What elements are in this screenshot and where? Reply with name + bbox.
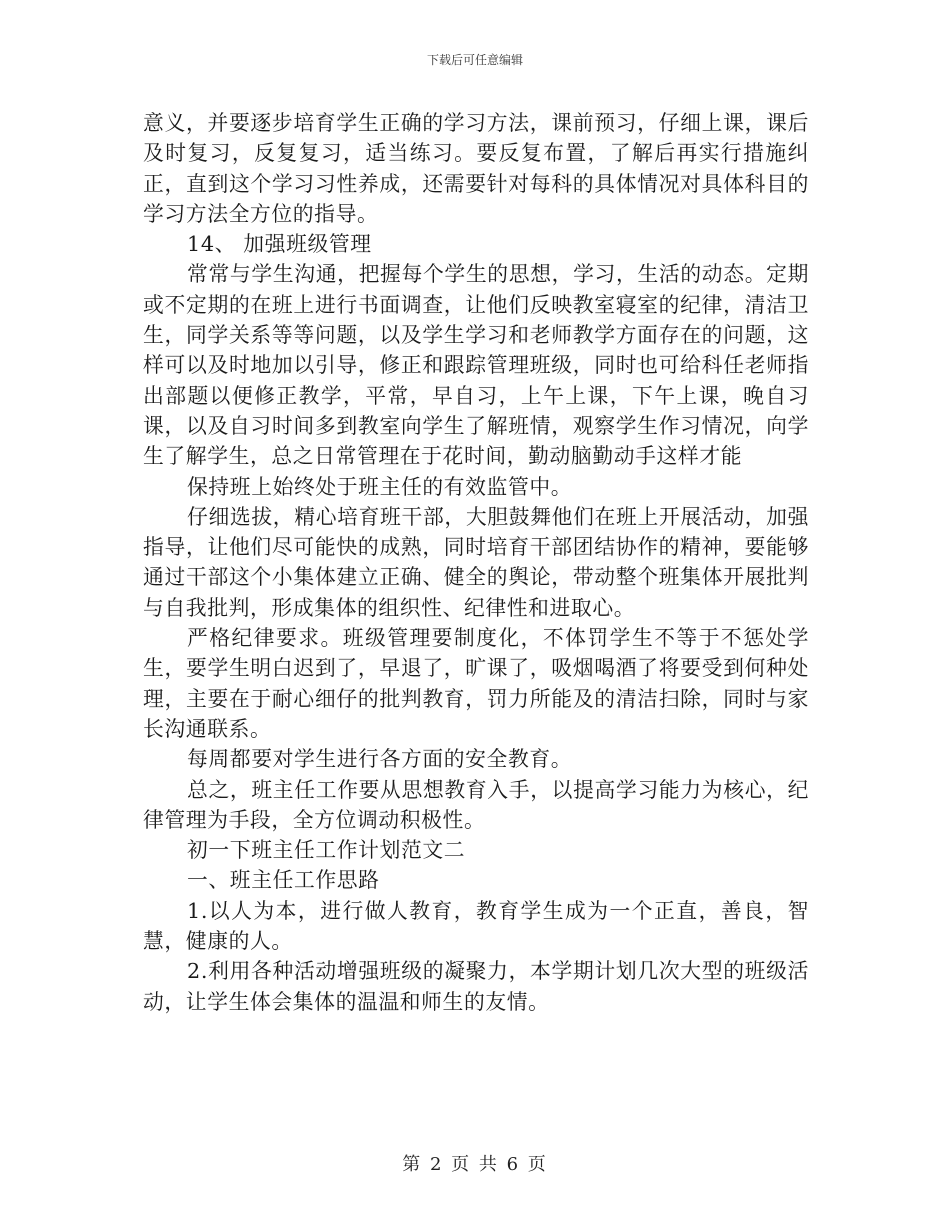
paragraph-discipline: 严格纪律要求。班级管理要制度化，不体罚学生不等于不惩处学生，要学生明白迟到了，早退了，旷课了，吸烟喝酒了将要受到何种处理，主要在于耐心细仔的批判教育，罚力所能及的清洁扫除，同时与家长沟通联系。	[143, 626, 809, 741]
paragraph-communication: 常常与学生沟通，把握每个学生的思想，学习，生活的动态。定期或不定期的在班上进行书面调查，让他们反映教室寝室的纪律，清洁卫生，同学关系等等问题，以及学生学习和老师教学方面存在的问题，这样可以及时地加以引导，修正和跟踪管理班级，同时也可给科任老师指出部题以便修正教学，平常，早自习，上午上课，下午上课，晚自习课，以及自习时间多到教室向学生了解班情，观察学生作习情况，向学生了解学生，总之日常管理在于花时间，勤动脑勤动手这样才能	[143, 262, 809, 469]
page-footer: 第 2 页 共 6 页	[402, 1154, 548, 1175]
document-body	[143, 108, 809, 1017]
list-item-2: 2.利用各种活动增强班级的凝聚力，本学期计划几次大型的班级活动，让学生体会集体的温温和师生的友情。	[143, 959, 809, 1014]
page-header: 下载后可任意编辑	[426, 53, 523, 67]
list-item-1: 1.以人为本，进行做人教育，教育学生成为一个正直，善良，智慧，健康的人。	[143, 898, 809, 954]
paragraph-supervision: 保持班上始终处于班主任的有效监管中。	[187, 474, 573, 499]
paragraph-safety: 每周都要对学生进行各方面的安全教育。	[187, 747, 573, 772]
paragraph-continuation: 意义，并要逐步培育学生正确的学习方法，课前预习，仔细上课，课后及时复习，反复复习，适当练习。要反复布置，了解后再实行措施纠正，直到这个学习习性养成，还需要针对每科的具体情况对具体科目的学习方法全方位的指导。	[143, 111, 809, 226]
paragraph-class-cadres: 仔细选拔，精心培育班干部，大胆鼓舞他们在班上开展活动，加强指导，让他们尽可能快的成熟，同时培育干部团结协作的精神，要能够通过干部这个小集体建立正确、健全的舆论，带动整个班集体开展批判与自我批判，形成集体的组织性、纪律性和进取心。	[143, 504, 809, 620]
paragraph-summary: 总之，班主任工作要从思想教育入手，以提高学习能力为核心，纪律管理为手段，全方位调动积极性。	[143, 777, 809, 832]
section-heading-14: 14、 加强班级管理	[187, 232, 372, 257]
section-heading-one: 一、班主任工作思路	[187, 868, 380, 893]
document-title-two: 初一下班主任工作计划范文二	[187, 838, 466, 863]
